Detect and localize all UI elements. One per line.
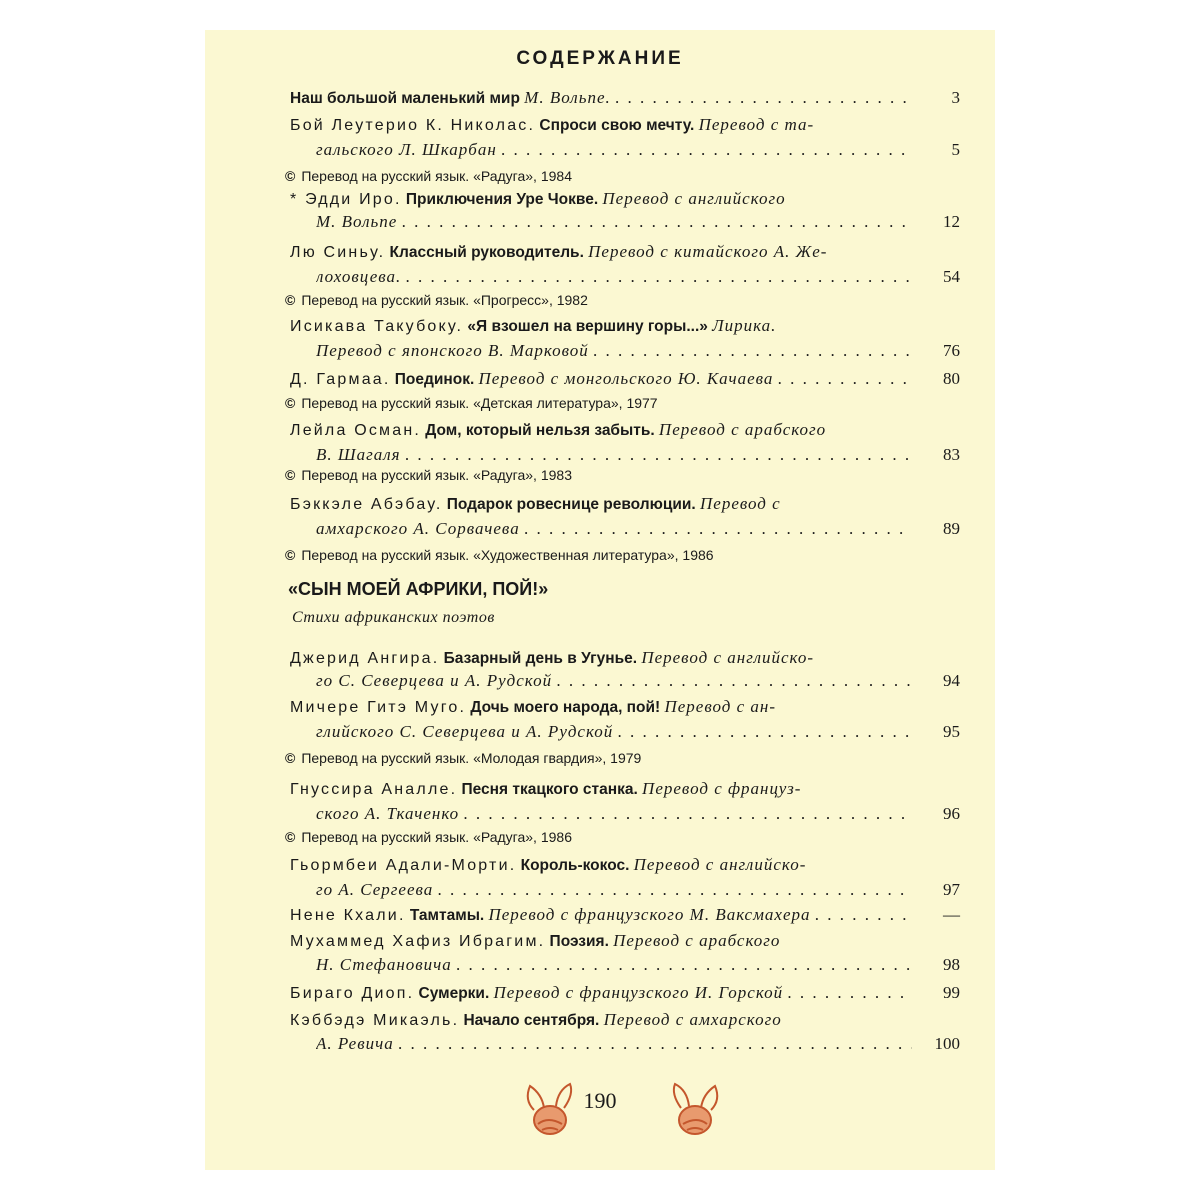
section-subheading: Стихи африканских поэтов [292, 609, 495, 626]
toc-page-number: 54 [943, 267, 960, 286]
toc-page-number: 99 [943, 983, 960, 1002]
toc-title: Дочь моего народа, пой! [470, 699, 661, 716]
copyright-icon: © [285, 292, 296, 308]
toc-line [290, 86, 912, 110]
toc-translation: В. Шагаля [316, 445, 401, 464]
copyright-note [285, 393, 658, 413]
toc-translation: Перевод с французского М. Ваксмахера [488, 905, 811, 924]
copyright-text: Перевод на русский язык. «Радуга», 1986 [301, 829, 572, 845]
copyright-icon: © [285, 395, 296, 411]
toc-author: Нене Кхали. [290, 907, 406, 924]
toc-translation: Перевод с ан- [664, 697, 777, 716]
toc-line [290, 314, 912, 338]
toc-title: Поединок. [394, 371, 475, 388]
toc-author: Бой Леутерио К. Николас. [290, 117, 536, 134]
copyright-text: Перевод на русский язык. «Художественная литература», 1986 [301, 547, 714, 563]
toc-translation: М. Вольпе. [524, 88, 611, 107]
copyright-text: Перевод на русский язык. «Радуга», 1984 [301, 168, 572, 184]
toc-title: Приключения Уре Чокве. [405, 191, 599, 208]
copyright-text: Перевод на русский язык. «Молодая гвардия», 1979 [301, 750, 642, 766]
toc-title: Подарок ровеснице революции. [446, 496, 696, 513]
toc-title: Классный руководитель. [389, 244, 584, 261]
toc-page-number: 100 [934, 1034, 960, 1053]
toc-line [290, 492, 912, 516]
toc-author: Бираго Диоп. [290, 985, 415, 1002]
toc-author: Лю Синьу. [290, 244, 386, 261]
copyright-icon: © [285, 750, 296, 766]
toc-translation: Перевод с монгольского Ю. Качаева [478, 369, 774, 388]
toc-title: Тамтамы. [409, 907, 485, 924]
toc-line [316, 1032, 912, 1056]
toc-page-number: 3 [951, 88, 960, 107]
toc-page-number: 76 [943, 341, 960, 360]
toc-page-number: 95 [943, 722, 960, 741]
toc-page-number: 83 [943, 445, 960, 464]
toc-line [316, 517, 912, 541]
toc-page-number: 89 [943, 519, 960, 538]
toc-translation: Н. Стефановича [316, 955, 452, 974]
toc-page-number: 97 [943, 880, 960, 899]
toc-title: Наш большой маленький мир [290, 90, 520, 107]
copyright-icon: © [285, 467, 296, 483]
copyright-note [285, 290, 588, 310]
toc-line [316, 339, 912, 363]
copyright-note [285, 827, 572, 847]
toc-line [290, 240, 912, 264]
copyright-icon: © [285, 547, 296, 563]
toc-translation: Лирика. [712, 316, 777, 335]
copyright-note [285, 545, 714, 565]
toc-title: Песня ткацкого станка. [461, 781, 638, 798]
toc-translation: Перевод с арабского [613, 931, 781, 950]
toc-page-number: 80 [943, 369, 960, 388]
toc-title: Король-кокос. [520, 857, 630, 874]
toc-page-number: 98 [943, 955, 960, 974]
toc-translation: Перевод с арабского [658, 420, 827, 439]
toc-line [290, 113, 912, 137]
toc-author: Гнуссира Аналле. [290, 781, 458, 798]
toc-translation: Перевод с французского И. Горской [493, 983, 784, 1002]
toc-line [316, 720, 912, 744]
toc-author: Лейла Осман. [290, 422, 422, 439]
toc-title: Спроси свою мечту. [539, 117, 695, 134]
toc-title: Дом, который нельзя забыть. [425, 422, 655, 439]
toc-line [290, 929, 912, 953]
toc-line [316, 443, 912, 467]
toc-title: «Я взошел на вершину горы...» [467, 318, 708, 335]
toc-author: * Эдди Иро. [290, 191, 402, 208]
toc-page-number: 94 [943, 671, 960, 690]
toc-translation: го С. Северцева и А. Рудской [316, 671, 553, 690]
toc-translation: М. Вольпе [316, 212, 398, 231]
toc-line [316, 802, 912, 826]
toc-author: Гьормбеи Адали-Морти. [290, 857, 517, 874]
toc-title: Базарный день в Угунье. [443, 650, 638, 667]
toc-line [290, 187, 912, 211]
toc-title: Начало сентября. [463, 1012, 600, 1029]
copyright-text: Перевод на русский язык. «Детская литература», 1977 [301, 395, 658, 411]
toc-title: Сумерки. [418, 985, 490, 1002]
toc-line [316, 210, 912, 234]
toc-page-number: 96 [943, 804, 960, 823]
toc-author: Джерид Ангира. [290, 650, 440, 667]
toc-page-number: 5 [951, 140, 960, 159]
toc-line [290, 1008, 912, 1032]
toc-translation: ского А. Ткаченко [316, 804, 460, 823]
toc-author: Исикава Такубоку. [290, 318, 464, 335]
toc-line [290, 418, 912, 442]
toc-translation: Перевод с японского В. Марковой [316, 341, 589, 360]
copyright-icon: © [285, 829, 296, 845]
toc-translation: Перевод с та- [698, 115, 815, 134]
toc-translation: Перевод с амхарского [603, 1010, 782, 1029]
toc-line [290, 777, 912, 801]
toc-author: Д. Гармаа. [290, 371, 391, 388]
toc-translation: А. Ревича [316, 1034, 394, 1053]
copyright-text: Перевод на русский язык. «Радуга», 1983 [301, 467, 572, 483]
toc-translation: Перевод с английского [602, 189, 786, 208]
toc-translation: Перевод с английско- [633, 855, 807, 874]
toc-line [290, 981, 912, 1005]
toc-line [290, 367, 912, 391]
page-title: СОДЕРЖАНИЕ [516, 48, 684, 69]
toc-translation: лоховцева. [316, 267, 402, 286]
toc-line [290, 646, 912, 670]
toc-translation: амхарского А. Сорвачева [316, 519, 520, 538]
copyright-note [285, 465, 572, 485]
toc-author: Мухаммед Хафиз Ибрагим. [290, 933, 546, 950]
toc-line [290, 695, 912, 719]
toc-translation: го А. Сергеева [316, 880, 434, 899]
toc-translation: глийского С. Северцева и А. Рудской [316, 722, 614, 741]
toc-author: Кэббэдэ Микаэль. [290, 1012, 460, 1029]
toc-line [316, 265, 912, 289]
toc-translation: Перевод с француз- [642, 779, 802, 798]
section-heading: «СЫН МОЕЙ АФРИКИ, ПОЙ!» [288, 579, 549, 599]
toc-author: Мичере Гитэ Муго. [290, 699, 467, 716]
right-ornament-icon [665, 1080, 725, 1142]
toc-author: Бэккэле Абэбау. [290, 496, 443, 513]
toc-translation: Перевод с [700, 494, 781, 513]
toc-translation: гальского Л. Шкарбан [316, 140, 497, 159]
toc-line [316, 953, 912, 977]
toc-line [316, 138, 912, 162]
toc-translation: Перевод с английско- [641, 648, 815, 667]
page-number: 190 [583, 1088, 617, 1113]
toc-translation: Перевод с китайского А. Же- [588, 242, 828, 261]
copyright-text: Перевод на русский язык. «Прогресс», 1982 [301, 292, 588, 308]
copyright-note [285, 748, 641, 768]
toc-page-number: 12 [943, 212, 960, 231]
toc-line [290, 853, 912, 877]
copyright-note [285, 166, 572, 186]
toc-title: Поэзия. [549, 933, 609, 950]
copyright-icon: © [285, 168, 296, 184]
toc-line [316, 878, 912, 902]
toc-page-number: — [943, 905, 960, 924]
toc-line [290, 903, 912, 927]
toc-line [316, 669, 912, 693]
